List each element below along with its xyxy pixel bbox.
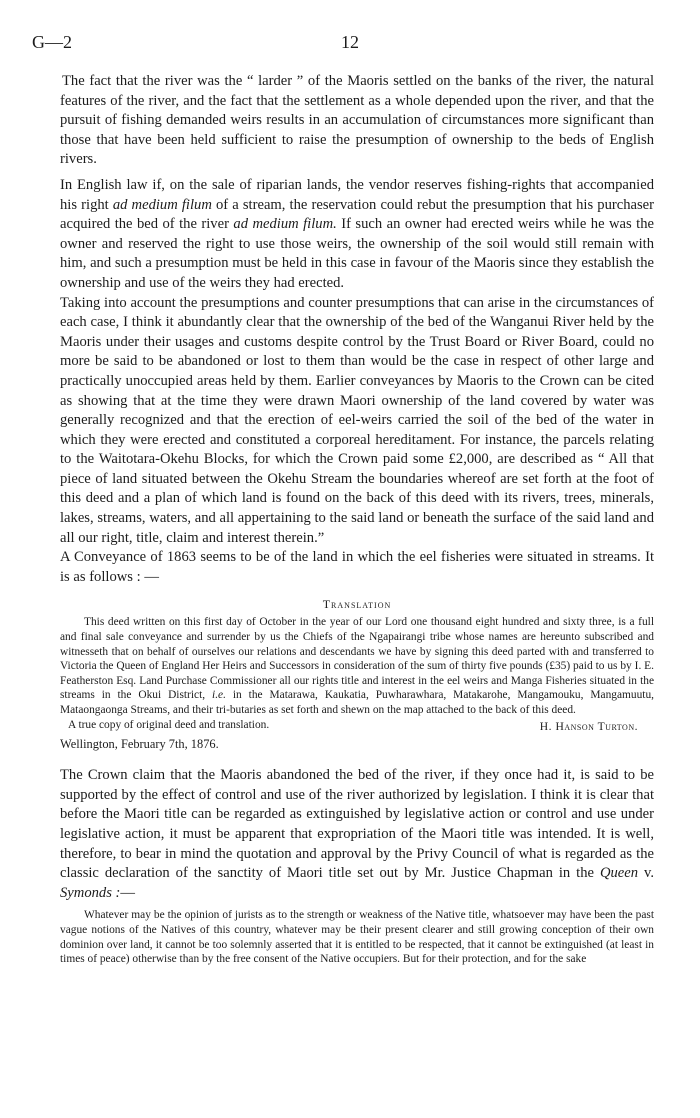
italic-text: Queen — [599, 865, 639, 882]
deed-date: Wellington, February 7th, 1876. — [60, 737, 219, 752]
text-run: This deed written on this first day of October in the year of our Lord one thousand eight hundred and sixty three, is a full and final sale conveyance and surrender by us the Chiefs of the Ngapairangi tribe whose names are hereunto subscribed and witnesseth that on behalf of ourselves our relations and descendants we have by signing this deed parted with and transferred to Victoria the Queen of England Her Heirs and Successors in consideration of the sum of thirty five pounds (£35) paid to us by I. E. Featherston Esq. Land Purchase Commissioner all our rights title and interest in the eel weirs and Manga Fisheries situated in the streams in the Okui District, — [60, 616, 654, 702]
text-run: of a stream, the reservation could rebut the presumption that his purchaser acquired the bed of the river — [60, 196, 654, 233]
text-run: The Crown claim that the Maoris abandoned the bed of the river, if they once had it, is said to be supported by the effect of control and use of the river authorized by legislation. I think it is clear that before the Maori title can be regarded as extinguished by legislative action or control and use under legislative action, it must be apparent that expropriation of the Maori title was intended. It is well, therefore, to bear in mind the quotation and approval by the Privy Council of what is regarded as the classic declaration of the sanctity of Maori title set out by Mr. Justice Chapman in the — [60, 767, 654, 882]
document-body — [60, 72, 654, 967]
italic-text: Symonds : — [60, 884, 121, 901]
italic-text: i.e. — [212, 689, 226, 702]
translation-deed-text — [60, 615, 654, 717]
text-run: In English law if, on the sale of riparian lands, the vendor reserves fishing-rights that accompanied his right — [60, 176, 654, 213]
paragraph-crown-claim — [60, 766, 654, 903]
page-number: 12 — [341, 32, 359, 52]
paragraph-conveyance: A Conveyance of 1863 seems to be of the land in which the eel fisheries were situated in streams. It is as follows : — — [60, 549, 654, 585]
text-run: If such an owner had erected weirs while he was the owner and reserved the right to use those weirs, the ownership of the soil would still remain with him, and such a presumption must be held in this case in favour of the Maoris since they establish the ownership and use of the weirs they had erected. — [60, 216, 655, 291]
paragraph-english-law — [60, 176, 654, 294]
document-code: G—2 — [32, 32, 72, 52]
true-copy-note: A true copy of original deed and translation. — [68, 718, 270, 731]
italic-text: ad medium filum. — [233, 216, 337, 233]
paragraph-presumptions: Taking into account the presumptions and counter presumptions that can arise in the circumstances of each case, I think it abundantly clear that the ownership of the bed of the Wanganui River held by the Maoris under their usages and customs despite control by the Trust Board or River Board, could no more be said to be abandoned or lost to them than would be the case in respect of other large and practically unoccupied areas held by them. Earlier conveyances by Maoris to the Crown can be cited as showing that at the time they were drawn Maori ownership of the land covered by water was generally recognized and that the erection of eel-weirs carried the soil of the bed of the water in which they were erected and constituted a corporeal hereditament. For instance, the parcels relating to the Waitotara-Okehu Blocks, for which the Crown paid some £2,000, are described as “ All that piece of land situated between the Okehu Stream the boundaries whereof are set forth at the foot of this deed and a plan of which land is found on the back of this deed with its rivers, trees, minerals, lakes, streams, waters, and all appertaining to the said land or beneath the surface of the said land and all our right, title, claim and interest therein.” — [60, 294, 654, 546]
text-run: — — [120, 884, 135, 901]
page-header — [32, 32, 668, 56]
text-run: v. — [638, 865, 654, 882]
symonds-quote: Whatever may be the opinion of jurists as to the strength or weakness of the Native title, whatsoever may have been the past vague notions of the Natives of this country, whatever may be their present clearer and still growing conception of their own dominion over land, it cannot be too solemnly asserted that it is entitled to be respected, that it cannot be extinguished (at least in times of peace) otherwise than by the free consent of the Native occupiers. But for their protection, and for the sake — [60, 909, 654, 966]
signature: H. Hanson Turton. — [539, 720, 638, 734]
translation-heading: Translation — [322, 597, 392, 612]
paragraph-larder: The fact that the river was the “ larder ” of the Maoris settled on the banks of the river, the natural features of the river, and the fact that the settlement as a whole depended upon the river, and that the pursuit of fishing demanded weirs results in an accumulation of circumstances more significant than those that have been held sufficient to raise the presumption of ownership to the beds of English rivers. — [60, 73, 654, 168]
text-run: in the Matarawa, Kaukatia, Puwharawhara, Matakarohe, Mangamouku, Mangamuutu, Mataongaonga Streams, and their tri-butaries as set forth and shewn on the map attached to the back of this deed. — [60, 689, 654, 716]
italic-text: ad medium filum — [112, 196, 212, 213]
